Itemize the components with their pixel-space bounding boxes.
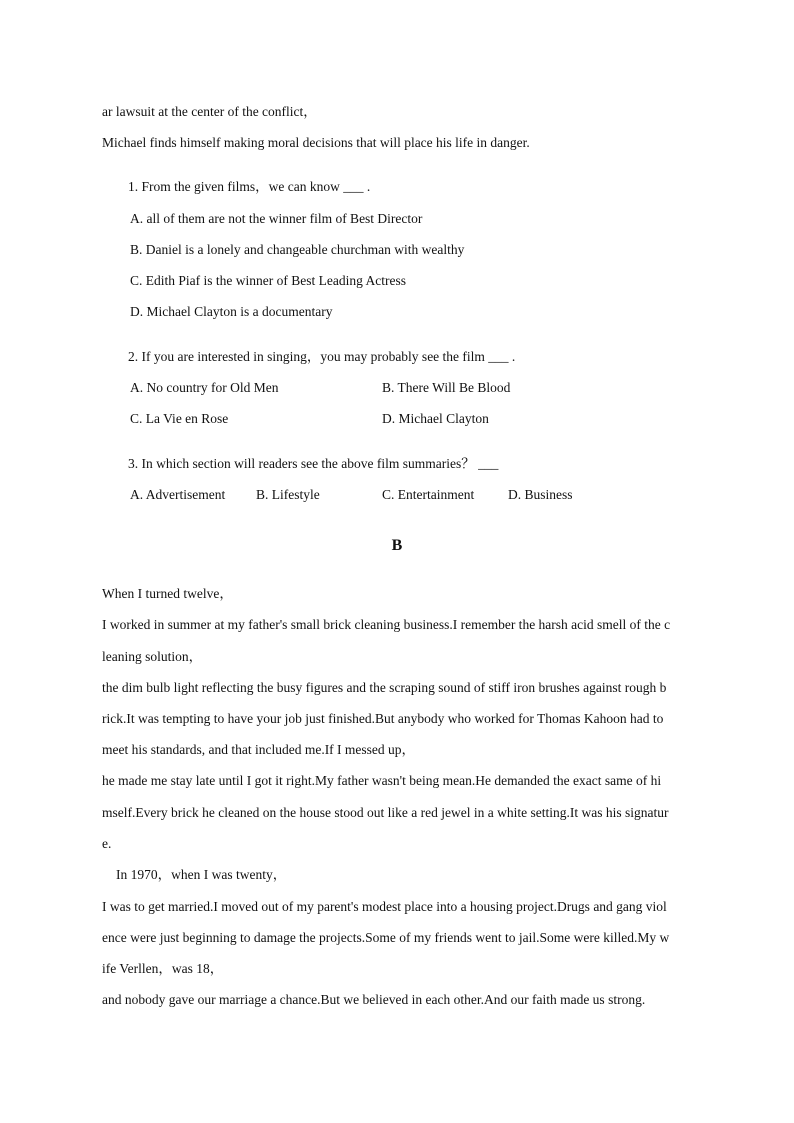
question-1-option-c: C. Edith Piaf is the winner of Best Leading Actress [130,273,406,288]
question-2-option-a: A. No country for Old Men [130,380,279,395]
passage-line: leaning solution， [102,649,203,664]
question-3-option-d: D. Business [508,487,573,502]
passage-line: ence were just beginning to damage the projects.Some of my friends went to jail.Some were killed.My w [102,930,670,945]
passage-line: and nobody gave our marriage a chance.But we believed in each other.And our faith made us strong. [102,992,646,1007]
question-3-option-a: A. Advertisement [130,487,226,502]
passage-line: When I turned twelve， [102,586,233,601]
passage-line: he made me stay late until I got it right.My father wasn't being mean.He demanded the exact same of hi [102,773,662,788]
question-3-option-c: C. Entertainment [382,487,475,502]
passage-line: rick.It was tempting to have your job just finished.But anybody who worked for Thomas Kahoon had to [102,711,664,726]
passage-line: I was to get married.I moved out of my parent's modest place into a housing project.Drugs and gang viol [102,899,667,914]
passage-line: the dim bulb light reflecting the busy figures and the scraping sound of stiff iron brushes against rough b [102,680,667,695]
question-1-option-a: A. all of them are not the winner film of Best Director [130,211,423,226]
passage-line: In 1970，when I was twenty， [116,867,287,882]
question-2-option-b: B. There Will Be Blood [382,380,511,395]
passage-line: I worked in summer at my father's small brick cleaning business.I remember the harsh acid smell of the c [102,617,671,632]
passage-line: ife Verllen，was 18， [102,961,224,976]
question-2-option-d: D. Michael Clayton [382,411,489,426]
intro-line-1: ar lawsuit at the center of the conflict， [102,104,317,119]
passage-line: e. [102,836,112,851]
passage-line: mself.Every brick he cleaned on the house stood out like a red jewel in a white setting.It was his signatur [102,805,669,820]
question-1-option-b: B. Daniel is a lonely and changeable churchman with wealthy [130,242,465,257]
section-heading: B [391,537,403,554]
passage-line: meet his standards, and that included me.If I messed up， [102,742,416,757]
question-3-stem: 3. In which section will readers see the above film summaries？ ___ [128,456,499,471]
question-1-stem: 1. From the given films，we can know ___ . [128,179,371,194]
question-2-stem: 2. If you are interested in singing，you may probably see the film ___ . [128,349,516,364]
question-1-option-d: D. Michael Clayton is a documentary [130,304,333,319]
intro-line-2: Michael finds himself making moral decisions that will place his life in danger. [102,135,530,150]
question-3-option-b: B. Lifestyle [256,487,320,502]
question-2-option-c: C. La Vie en Rose [130,411,229,426]
